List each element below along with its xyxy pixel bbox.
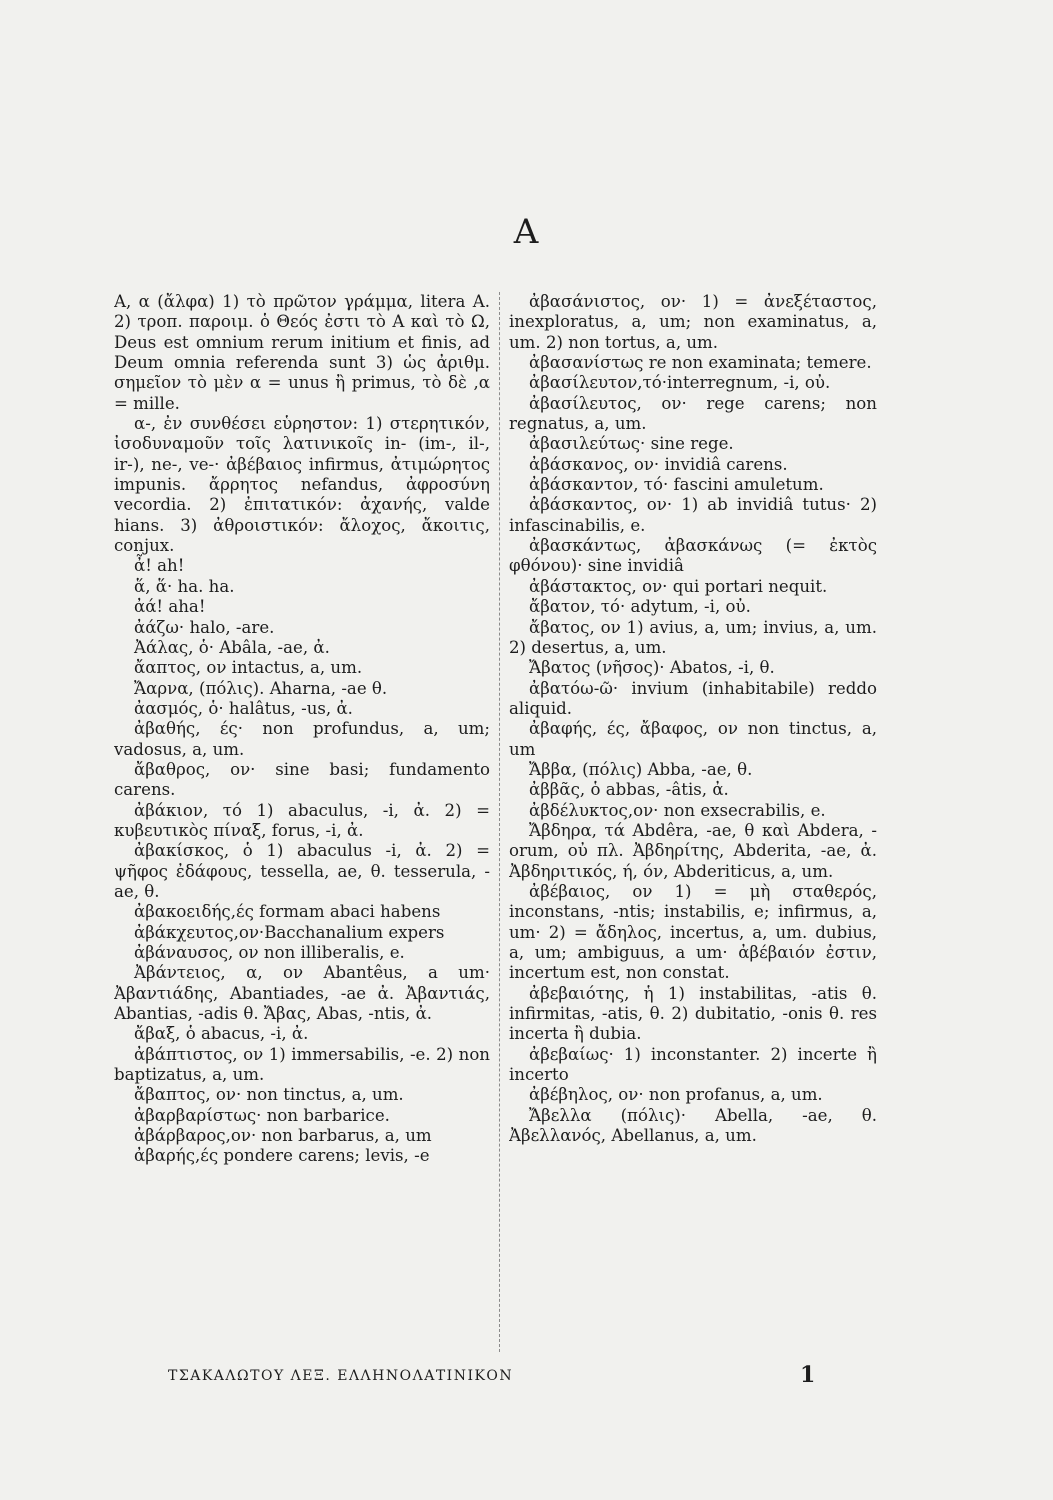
dictionary-entry: Ἄβελλα (πόλις)· Abella, -ae, θ. Ἀβελλανός, Abellanus, a, um. bbox=[509, 1105, 877, 1146]
dictionary-entry: ἅ, ἅ· ha. ha. bbox=[134, 576, 235, 596]
dictionary-entry: ἀβάπτιστος, ον 1) immersabilis, -e. 2) non baptizatus, a, um. bbox=[114, 1044, 490, 1085]
dictionary-entry: Ἄαρνα, (πόλις). Aharna, -ae θ. bbox=[134, 678, 388, 698]
footer-title: ΤΣΑΚΑΛΩΤΟΥ ΛΕΞ. ΕΛΛΗΝΟΛΑΤΙΝΙΚΟΝ bbox=[168, 1368, 514, 1384]
dictionary-entry: ἀβαθής, ές· non profundus, a, um; vadosus, a, um. bbox=[114, 719, 490, 759]
dictionary-entry: ἀβάσκαντος, ον· 1) ab invidiâ tutus· 2) infascinabilis, e. bbox=[509, 495, 877, 535]
dictionary-entry: ἀβασίλευτον,τό·interregnum, -i, οὐ. bbox=[529, 373, 831, 393]
dictionary-entry: ἀβεβαίως· 1) inconstanter. 2) incerte ἢ incerto bbox=[509, 1044, 877, 1085]
dictionary-entry: ἀββᾶς, ὁ abbas, -âtis, ἀ. bbox=[529, 780, 729, 800]
dictionary-entry: ἄβατον, τό· adytum, -i, οὐ. bbox=[529, 597, 751, 617]
page-letter-heading: Α bbox=[513, 212, 540, 252]
dictionary-entry: ἀβασιλεύτως· sine rege. bbox=[529, 434, 734, 454]
dictionary-entry: Ἄβατος (νῆσος)· Abatos, -i, θ. bbox=[529, 658, 775, 678]
right-column bbox=[509, 292, 877, 1360]
dictionary-entry: Α, α (ἄλφα) 1) τὸ πρῶτον γράμμα, litera A. 2) τροπ. παροιμ. ὁ Θεός ἐστι τὸ Α καὶ τὸ Ω, Deus est omnium rerum initium et finis, ad Deum omnia referenda sunt 3) ὡς ἀριθμ. σημεῖον τὸ μὲν α = unus ἢ primus, τὸ δὲ ,α = mille. bbox=[114, 292, 490, 413]
dictionary-entry: ἀβασάνιστος, ον· 1) = ἀνεξέταστος, inexploratus, a, um; non examinatus, a, um. 2) non tortus, a, um. bbox=[509, 292, 877, 352]
dictionary-entry: ἀβασανίστως re non examinata; temere. bbox=[529, 353, 872, 373]
dictionary-entry: ἀβαφής, ές, ἄβαφος, ον non tinctus, a, um bbox=[509, 719, 877, 759]
page-number: 1 bbox=[800, 1362, 816, 1388]
left-column bbox=[114, 292, 490, 1360]
dictionary-entry: Ἀβάντειος, α, ον Abantêus, a um· Ἀβαντιάδης, Abantiades, -ae ἀ. Ἀβαντιάς, Abantias, -adis θ. Ἄβας, Abas, -ntis, ἀ. bbox=[114, 963, 490, 1024]
dictionary-entry: ἄβατος, ον 1) avius, a, um; invius, a, um. 2) desertus, a, um. bbox=[509, 617, 877, 657]
dictionary-entry: ἀβέβηλος, ον· non profanus, a, um. bbox=[529, 1085, 823, 1105]
dictionary-entry: ἀβεβαιότης, ἡ 1) instabilitas, -atis θ. infirmitas, -atis, θ. 2) dubitatio, -onis θ. res incerta ἢ dubia. bbox=[509, 983, 877, 1044]
dictionary-entry: ἀβάσκανος, ον· invidiâ carens. bbox=[529, 454, 788, 474]
column-divider bbox=[499, 292, 500, 1352]
dictionary-entry: ἀάζω· halo, -are. bbox=[134, 617, 275, 637]
dictionary-entry: Ἄββα, (πόλις) Abba, -ae, θ. bbox=[529, 759, 753, 779]
dictionary-entry: ἀβακίσκος, ὁ 1) abaculus -i, ἀ. 2) = ψῆφος ἐδάφους, tessella, ae, θ. tesserula, -ae, θ. bbox=[114, 841, 490, 901]
dictionary-entry: ἄαπτος, ον intactus, a, um. bbox=[134, 658, 363, 678]
dictionary-entry: ἀβέβαιος, ον 1) = μὴ σταθερός, inconstans, -ntis; instabilis, e; infirmus, a, um· 2) = ἄδηλος, incertus, a, um. dubius, a, um; ambiguus, a um· ἀβέβαιόν ἐστιν, incertum est, non constat. bbox=[509, 881, 877, 983]
dictionary-entry: ἀά! aha! bbox=[134, 597, 206, 617]
dictionary-entry: ἀβδέλυκτος,ον· non exsecrabilis, e. bbox=[529, 800, 826, 820]
dictionary-entry: ἆ! ah! bbox=[134, 556, 185, 576]
dictionary-entry: ἀβάναυσος, ον non illiberalis, e. bbox=[134, 943, 405, 962]
dictionary-entry: ἄβαξ, ὁ abacus, -i, ἀ. bbox=[134, 1024, 309, 1044]
dictionary-entry: ἀβαρβαρίστως· non barbarice. bbox=[134, 1105, 390, 1125]
dictionary-entry: ἀβάσκαντον, τό· fascini amuletum. bbox=[529, 475, 824, 495]
dictionary-entry: ἀβάκχευτος,ον·Bacchanalium expers bbox=[134, 922, 445, 942]
dictionary-entry: ἀβαρής,ές pondere carens; levis, -e bbox=[134, 1146, 430, 1166]
dictionary-entry: α-, ἐν συνθέσει εὑρηστον: 1) στερητικόν, ἰσοδυναμοῦν τοῖς λατινικοῖς in- (im-, il-, ir-), ne-, ve-· ἀβέβαιος infirmus, ἀτιμώρητος impunis. ἄρρητος nefandus, ἀφροσύνη vecordia. 2) ἐπιτατικόν: ἀχανής, valde hians. 3) ἀθροιστικόν: ἄλοχος, ἄκοιτις, conjux. bbox=[114, 414, 490, 556]
dictionary-entry: ἀβασκάντως, ἀβασκάνως (= ἐκτὸς φθόνου)· sine invidiâ bbox=[509, 536, 877, 576]
dictionary-entry: ἀβάστακτος, ον· qui portari nequit. bbox=[529, 576, 828, 596]
dictionary-entry: ἀβασίλευτος, ον· rege carens; non regnatus, a, um. bbox=[509, 393, 877, 434]
dictionary-entry: Ἄβδηρα, τά Abdêra, -ae, θ καὶ Abdera, -orum, οὐ πλ. Ἀβδηρίτης, Abderita, -ae, ἀ. Ἀβδηριτικός, ή, όν, Abderiticus, a, um. bbox=[509, 820, 877, 881]
dictionary-entry: ἀασμός, ὁ· halâtus, -us, ἀ. bbox=[134, 698, 353, 718]
dictionary-entry: ἄβαπτος, ον· non tinctus, a, um. bbox=[134, 1085, 404, 1105]
dictionary-entry: ἀβακοειδής,ές formam abaci habens bbox=[134, 902, 441, 922]
dictionary-entry: ἀβάρβαρος,ον· non barbarus, a, um bbox=[134, 1126, 432, 1146]
dictionary-entry: ἄβαθρος, ον· sine basi; fundamento carens. bbox=[114, 759, 490, 800]
dictionary-entry: ἀβατόω-ῶ· invium (inhabitabile) reddo aliquid. bbox=[509, 678, 877, 718]
dictionary-entry: Ἀάλας, ὁ· Abâla, -ae, ἀ. bbox=[134, 637, 330, 657]
dictionary-entry: ἀβάκιον, τό 1) abaculus, -i, ἀ. 2) = κυβευτικὸς πίναξ, forus, -i, ἀ. bbox=[114, 800, 490, 840]
